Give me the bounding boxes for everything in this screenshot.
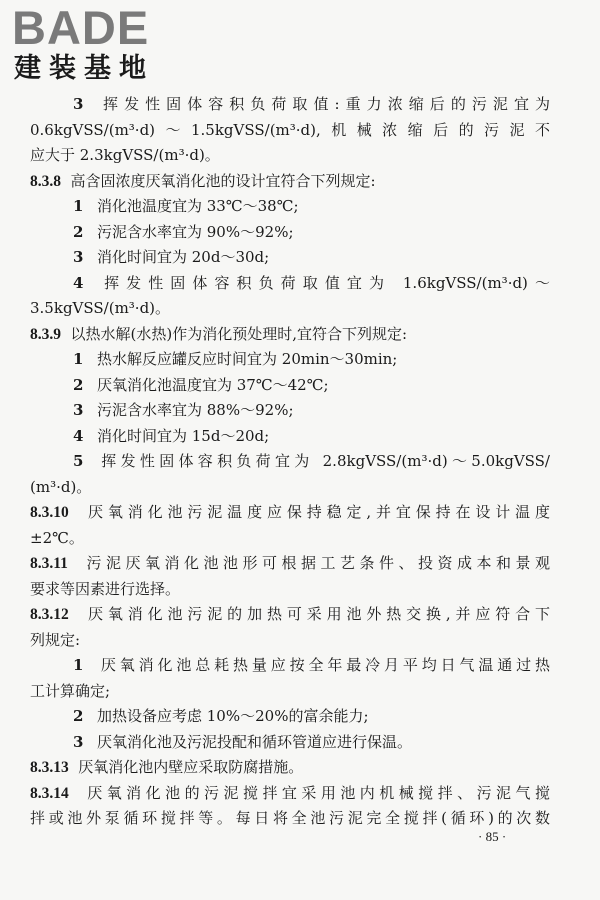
item-number: 2 (73, 375, 84, 394)
clause-number: 8.3.13 (30, 759, 69, 776)
text-line (30, 347, 550, 373)
line-text: 3.5kgVSS/(m³·d)。 (30, 299, 171, 317)
line-text: 厌氧消化池总耗热量应按全年最冷月平均日气温通过热 (97, 656, 550, 674)
text-line (30, 296, 550, 322)
clause-number: 8.3.11 (30, 555, 68, 572)
item-number: 1 (73, 197, 84, 215)
item-number: 3 (73, 732, 84, 751)
clause-line (30, 551, 550, 577)
text-line (30, 679, 550, 705)
line-text: 挥发性固体容积负荷取值:重力浓缩后的污泥宜为 (97, 95, 550, 113)
item-number: 3 (73, 95, 84, 113)
text-line (30, 628, 550, 654)
line-text: 厌氧消化池及污泥投配和循环管道应进行保温。 (97, 732, 413, 751)
text-line (30, 704, 550, 730)
clause-line (30, 169, 550, 195)
line-text: 厌氧消化池污泥温度应保持稳定,并宜保持在设计温度 (88, 503, 550, 521)
item-number: 5 (73, 452, 84, 470)
item-number: 3 (73, 401, 84, 419)
text-line (30, 245, 550, 271)
line-text: 消化池温度宜为 33℃～38℃; (97, 197, 299, 215)
line-text: 工计算确定; (30, 681, 111, 700)
line-text: 要求等因素进行选择。 (30, 579, 181, 598)
item-number: 1 (73, 350, 84, 368)
line-text: 厌氧消化池的污泥搅拌宜采用池内机械搅拌、污泥气搅 (87, 783, 550, 802)
logo-wordmark: BADE (12, 1, 150, 54)
item-number: 4 (73, 426, 84, 445)
line-text: 厌氧消化池内壁应采取防腐措施。 (78, 758, 304, 776)
text-line (30, 475, 550, 501)
text-line (30, 424, 550, 450)
clause-number: 8.3.8 (30, 172, 61, 190)
clause-line (30, 781, 550, 807)
text-line (30, 806, 550, 832)
text-line (30, 526, 550, 552)
bade-logo (12, 1, 182, 88)
item-number: 4 (73, 273, 84, 292)
text-line (30, 449, 550, 475)
text-line (30, 220, 550, 246)
logo-subtitle: 建装基地 (14, 53, 154, 84)
text-line (30, 143, 550, 169)
text-line (30, 92, 550, 118)
line-text: 挥发性固体容积负荷宜为 2.8kgVSS/(m³·d)～5.0kgVSS/ (97, 452, 550, 470)
text-line (30, 373, 550, 399)
line-text: 应大于 2.3kgVSS/(m³·d)。 (30, 146, 220, 164)
item-number: 3 (73, 248, 84, 266)
clause-number: 8.3.14 (30, 784, 69, 802)
line-text: 污泥厌氧消化池池形可根据工艺条件、投资成本和景观 (86, 554, 550, 572)
clause-line (30, 755, 550, 781)
page-number: · 85 · (478, 829, 507, 844)
item-number: 1 (73, 656, 84, 674)
line-text: 消化时间宜为 20d～30d; (97, 248, 270, 266)
line-text: 厌氧消化池温度宜为 37℃～42℃; (97, 375, 329, 394)
line-text: 厌氧消化池污泥的加热可采用池外热交换,并应符合下 (88, 605, 550, 623)
line-text: 列规定: (30, 630, 81, 649)
text-line (30, 730, 550, 756)
line-text: (m³·d)。 (30, 477, 92, 496)
line-text: 消化时间宜为 15d～20d; (97, 426, 270, 445)
line-text: 污泥含水率宜为 90%～92%; (97, 222, 294, 241)
text-line (30, 118, 550, 144)
line-text: 以热水解(水热)作为消化预处理时,宜符合下列规定: (70, 324, 408, 343)
text-line (30, 653, 550, 679)
clause-number: 8.3.9 (30, 325, 61, 343)
item-number: 2 (73, 222, 84, 241)
line-text: 0.6kgVSS/(m³·d)～1.5kgVSS/(m³·d),机械浓缩后的污泥不 (30, 120, 550, 139)
clause-line (30, 500, 550, 526)
line-text: 拌或池外泵循环搅拌等。每日将全池污泥完全搅拌(循环)的次数 (30, 809, 550, 827)
item-number: 2 (73, 707, 84, 725)
text-line (30, 398, 550, 424)
text-line (30, 271, 550, 297)
text-line (30, 577, 550, 603)
line-text: 热水解反应罐反应时间宜为 20min～30min; (97, 350, 398, 368)
clause-line (30, 602, 550, 628)
line-text: 加热设备应考虑 10%～20%的富余能力; (97, 707, 369, 725)
clause-line (30, 322, 550, 348)
clause-number: 8.3.10 (30, 504, 69, 521)
line-text: 污泥含水率宜为 88%～92%; (97, 401, 294, 419)
clause-number: 8.3.12 (30, 606, 69, 623)
line-text: 挥发性固体容积负荷取值宜为 1.6kgVSS/(m³·d)～ (97, 273, 550, 292)
line-text: ±2℃。 (30, 528, 84, 547)
text-line (30, 194, 550, 220)
line-text: 高含固浓度厌氧消化池的设计宜符合下列规定: (70, 171, 376, 190)
document-body (30, 92, 550, 832)
